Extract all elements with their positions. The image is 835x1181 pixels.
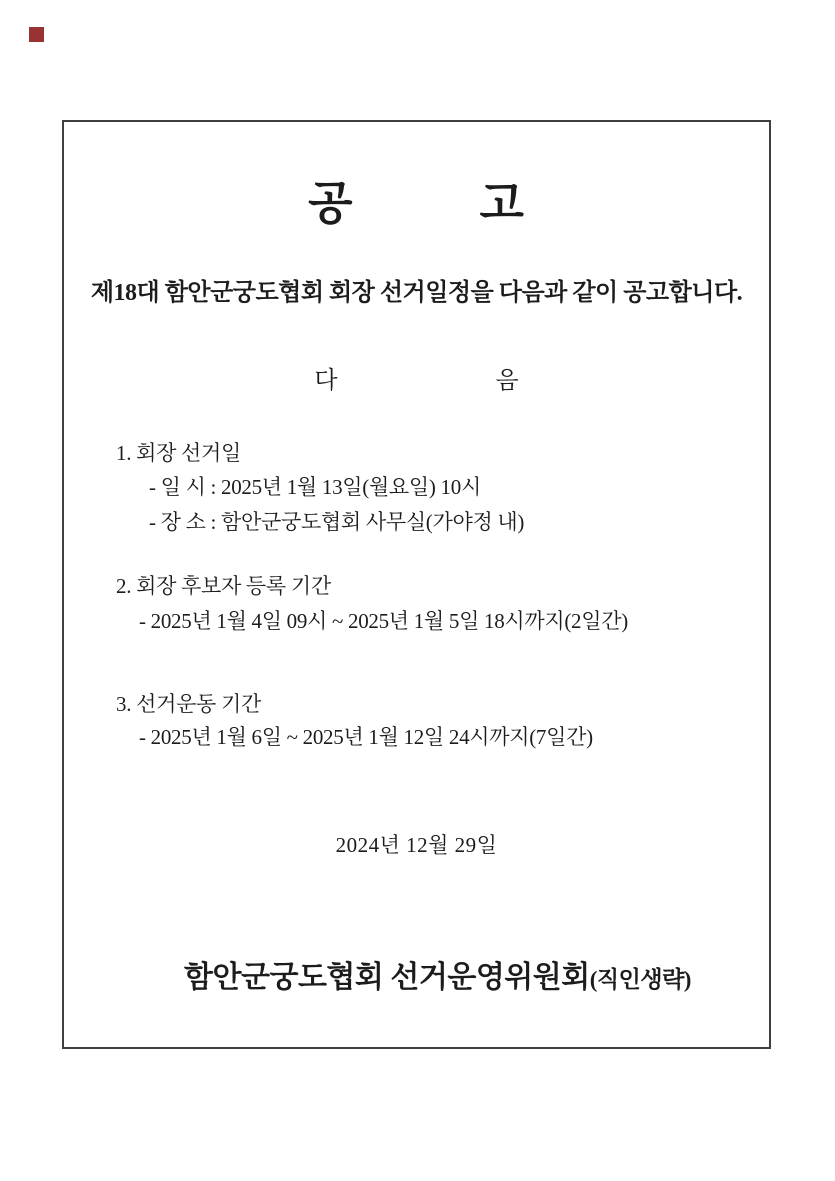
section-3-item-period: - 2025년 1월 6일 ~ 2025년 1월 12일 24시까지(7일간) bbox=[139, 725, 593, 749]
document-border-frame bbox=[62, 120, 771, 1049]
section-1-heading: 1. 회장 선거일 bbox=[116, 441, 241, 465]
section-2-heading: 2. 회장 후보자 등록 기간 bbox=[116, 574, 331, 598]
daum-heading-char-left: 다 bbox=[314, 368, 338, 394]
signature-line bbox=[64, 918, 769, 1030]
notice-title bbox=[64, 180, 769, 228]
corner-color-mark bbox=[29, 27, 44, 42]
section-3-heading: 3. 선거운동 기간 bbox=[116, 692, 261, 716]
section-2-item-period: - 2025년 1월 4일 09시 ~ 2025년 1월 5일 18시까지(2일간) bbox=[139, 609, 628, 633]
section-1-item-datetime: - 일 시 : 2025년 1월 13일(월요일) 10시 bbox=[149, 475, 481, 499]
daum-heading bbox=[64, 369, 769, 394]
notice-subtitle: 제18대 함안군궁도협회 회장 선거일정을 다음과 같이 공고합니다. bbox=[90, 280, 743, 306]
signature-organization: 함안군궁도협회 선거운영위원회 bbox=[184, 961, 590, 994]
section-1-item-place: - 장 소 : 함안군궁도협회 사무실(가야정 내) bbox=[149, 510, 525, 534]
daum-heading-char-right: 음 bbox=[495, 368, 519, 394]
signature-seal-omitted-note: (직인생략) bbox=[589, 967, 691, 992]
issue-date: 2024년 12월 29일 bbox=[335, 833, 498, 857]
notice-title-char-right: 고 bbox=[479, 178, 525, 229]
notice-title-char-left: 공 bbox=[308, 178, 354, 229]
